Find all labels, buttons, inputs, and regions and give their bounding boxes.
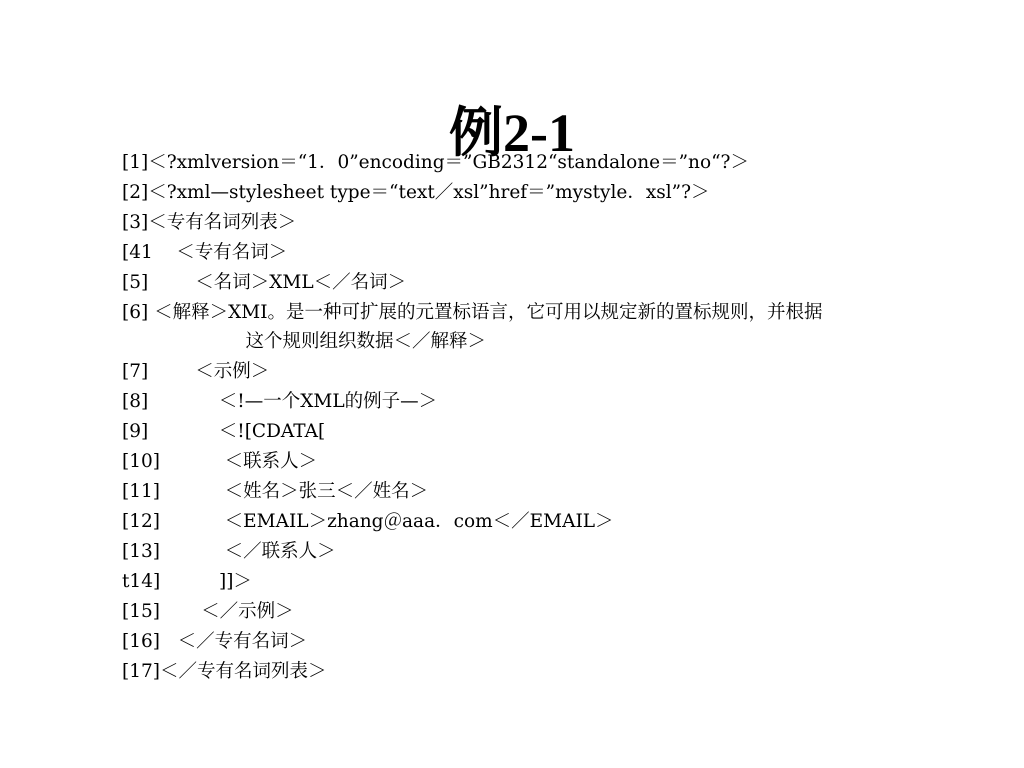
code-line-17: [17]＜／专有名词列表＞	[122, 661, 327, 682]
code-listing	[122, 148, 922, 687]
code-line-6-continuation: 这个规则组织数据＜／解释＞	[122, 331, 486, 352]
code-line-15: [15] ＜／示例＞	[122, 601, 294, 622]
code-line-2: [2]＜?xml—stylesheet type＝“text／xsl”href＝”mystyle．xsl”?＞	[122, 182, 710, 203]
code-line-11: [11] ＜姓名＞张三＜／姓名＞	[122, 481, 429, 502]
code-line-1: [1]＜?xmlversion＝“1．0”encoding＝”GB2312“standalone＝”no“?＞	[122, 152, 749, 173]
code-line-6: [6] ＜解释＞XMI。是一种可扩展的元置标语言，它可用以规定新的置标规则，并根据	[122, 302, 823, 323]
code-line-16: [16] ＜／专有名词＞	[122, 631, 308, 652]
code-line-12: [12] ＜EMAIL＞zhang＠aaa．com＜／EMAIL＞	[122, 511, 614, 532]
code-line-7: [7] ＜示例＞	[122, 361, 270, 382]
code-line-4: [41 ＜专有名词＞	[122, 242, 288, 263]
slide-title: 例2-1	[449, 103, 575, 163]
code-line-9: [9] ＜![CDATA[	[122, 421, 326, 442]
code-line-14: t14] ]]＞	[122, 571, 252, 592]
code-line-5: [5] ＜名词＞XML＜／名词＞	[122, 272, 407, 293]
code-line-8: [8] ＜!—一个XML的例子—＞	[122, 391, 438, 412]
code-line-10: [10] ＜联系人＞	[122, 451, 318, 472]
code-line-13: [13] ＜／联系人＞	[122, 541, 336, 562]
code-line-3: [3]＜专有名词列表＞	[122, 212, 297, 233]
